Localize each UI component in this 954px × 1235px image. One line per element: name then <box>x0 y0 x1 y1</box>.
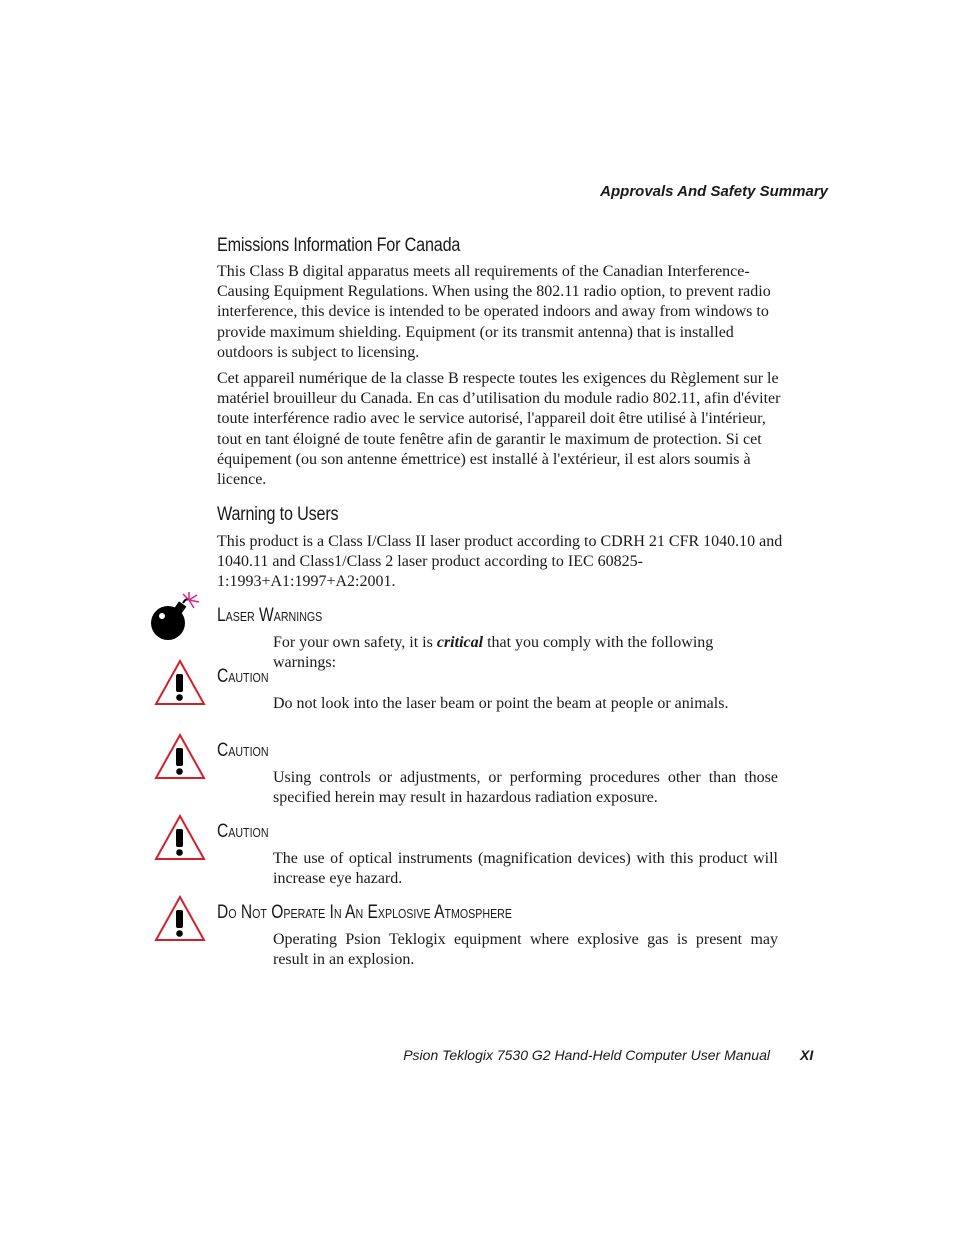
canada-paragraph-french: Cet appareil numérique de la classe B respecte toutes les exigences du Règlement sur le matériel brouilleur du Canada. En cas d’utilisation du module radio 802.11, afin d'éviter toute interférence radio avec le service autorisé, l'appareil doit être utilisé à l'intérieur, tout en tant éloigné de toute fenêtre afin de garantir le maximum de protection. Si cet équipement (ou son antenne émettrice) est installé à l'extérieur, il est alors soumis à licence. <box>217 370 781 489</box>
warning-triangle-icon <box>154 733 206 780</box>
caution-text-3: The use of optical instruments (magnification devices) with this product will increase eye hazard. <box>273 850 778 888</box>
running-header: Approvals And Safety Summary <box>600 183 828 200</box>
page-number: XI <box>800 1047 814 1063</box>
caution-heading-1: Caution <box>217 666 269 687</box>
caution-heading-2: Caution <box>217 740 269 761</box>
explosive-heading: Do Not Operate In An Explosive Atmosphere <box>217 902 512 923</box>
laser-text-emphasis: critical <box>436 634 484 651</box>
caution-text-1: Do not look into the laser beam or point the beam at people or animals. <box>273 695 729 712</box>
section-heading-warning-users: Warning to Users <box>217 504 339 525</box>
section-heading-laser-warnings: Laser Warnings <box>217 605 323 626</box>
explosive-text: Operating Psion Teklogix equipment where explosive gas is present may result in an explosion. <box>273 931 778 969</box>
warning-users-paragraph: This product is a Class I/Class II laser product according to CDRH 21 CFR 1040.10 and 1040.11 and Class1/Class 2 laser product according to IEC 60825-1:1993+A1:1997+A2:2001. <box>217 533 783 591</box>
caution-heading-3: Caution <box>217 821 269 842</box>
laser-text-after: that you comply with the following warnings: <box>273 634 714 672</box>
section-heading-canada: Emissions Information For Canada <box>217 235 461 256</box>
warning-triangle-icon <box>154 659 206 706</box>
laser-warnings-text <box>273 633 778 673</box>
canada-paragraph-english: This Class B digital apparatus meets all requirements of the Canadian Interference-Causing Equipment Regulations. When using the 802.11 radio option, to prevent radio interference, this device is intended to be operated indoors and away from windows to provide maximum shielding. Equipment (or its transmit antenna) that is installed outdoors is subject to licensing. <box>217 263 771 361</box>
warning-triangle-icon <box>154 814 206 861</box>
caution-text-2: Using controls or adjustments, or performing procedures other than those specified herein may result in hazardous radiation exposure. <box>273 769 778 807</box>
footer-manual-title: Psion Teklogix 7530 G2 Hand-Held Computer User Manual <box>403 1047 770 1063</box>
bomb-icon <box>146 592 204 642</box>
warning-triangle-icon <box>154 895 206 942</box>
laser-text-before: For your own safety, it is <box>273 634 437 651</box>
